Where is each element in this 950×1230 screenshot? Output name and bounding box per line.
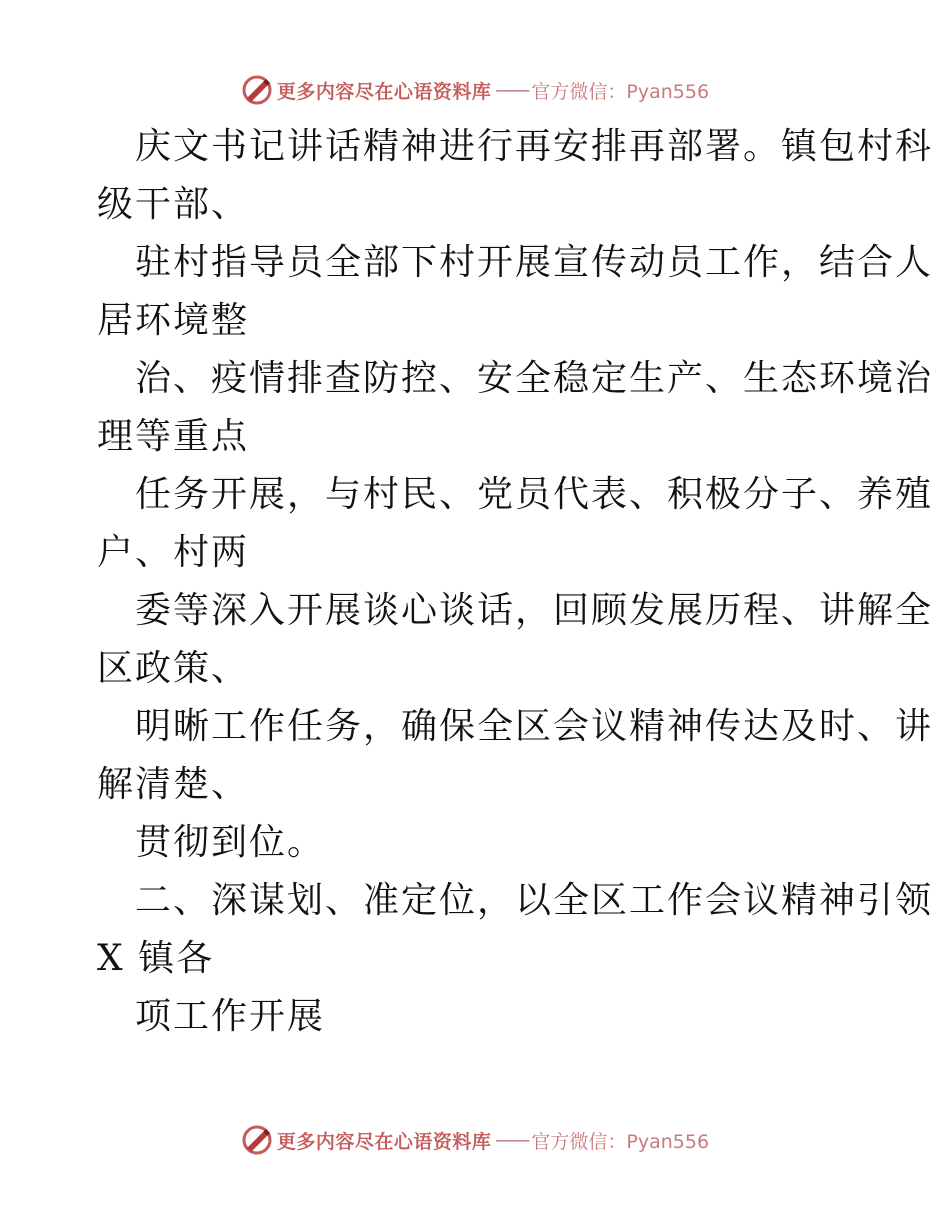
watermark-wechat-text: 官方微信：Pyan556: [531, 1130, 710, 1153]
watermark-dash: ——: [495, 79, 528, 101]
text-line: 区政策、: [97, 648, 250, 689]
text-line: 贯彻到位。: [135, 822, 326, 863]
text-line: 居环境整: [97, 300, 250, 341]
watermark-dash: ——: [495, 1129, 528, 1151]
watermark-site-text: 更多内容尽在心语资料库: [276, 1130, 492, 1153]
pen-logo-icon: [241, 1124, 273, 1156]
section-heading-line: X 镇各: [97, 938, 215, 979]
document-body: [97, 118, 934, 1046]
text-line: 驻村指导员全部下村开展宣传动员工作，结合人: [135, 242, 934, 283]
text-line: 任务开展，与村民、党员代表、积极分子、养殖: [135, 474, 934, 515]
text-line: 庆文书记讲话精神进行再安排再部署。镇包村科: [135, 126, 934, 167]
text-line: 级干部、: [97, 184, 250, 225]
text-line: 明晰工作任务，确保全区会议精神传达及时、讲: [135, 706, 934, 747]
section-heading-line: 项工作开展: [135, 996, 326, 1037]
text-line: 户、村两: [97, 532, 250, 573]
text-line: 治、疫情排查防控、安全稳定生产、生态环境治: [135, 358, 934, 399]
text-line: 委等深入开展谈心谈话，回顾发展历程、讲解全: [135, 590, 934, 631]
watermark-site-text: 更多内容尽在心语资料库: [276, 80, 492, 103]
pen-logo-icon: [241, 74, 273, 106]
text-line: 解清楚、: [97, 764, 250, 805]
text-line: 理等重点: [97, 416, 250, 457]
header-watermark: [0, 70, 950, 110]
footer-watermark: [0, 1120, 950, 1160]
watermark-wechat-text: 官方微信：Pyan556: [531, 80, 710, 103]
section-heading-line: 二、深谋划、准定位，以全区工作会议精神引领: [135, 880, 934, 921]
